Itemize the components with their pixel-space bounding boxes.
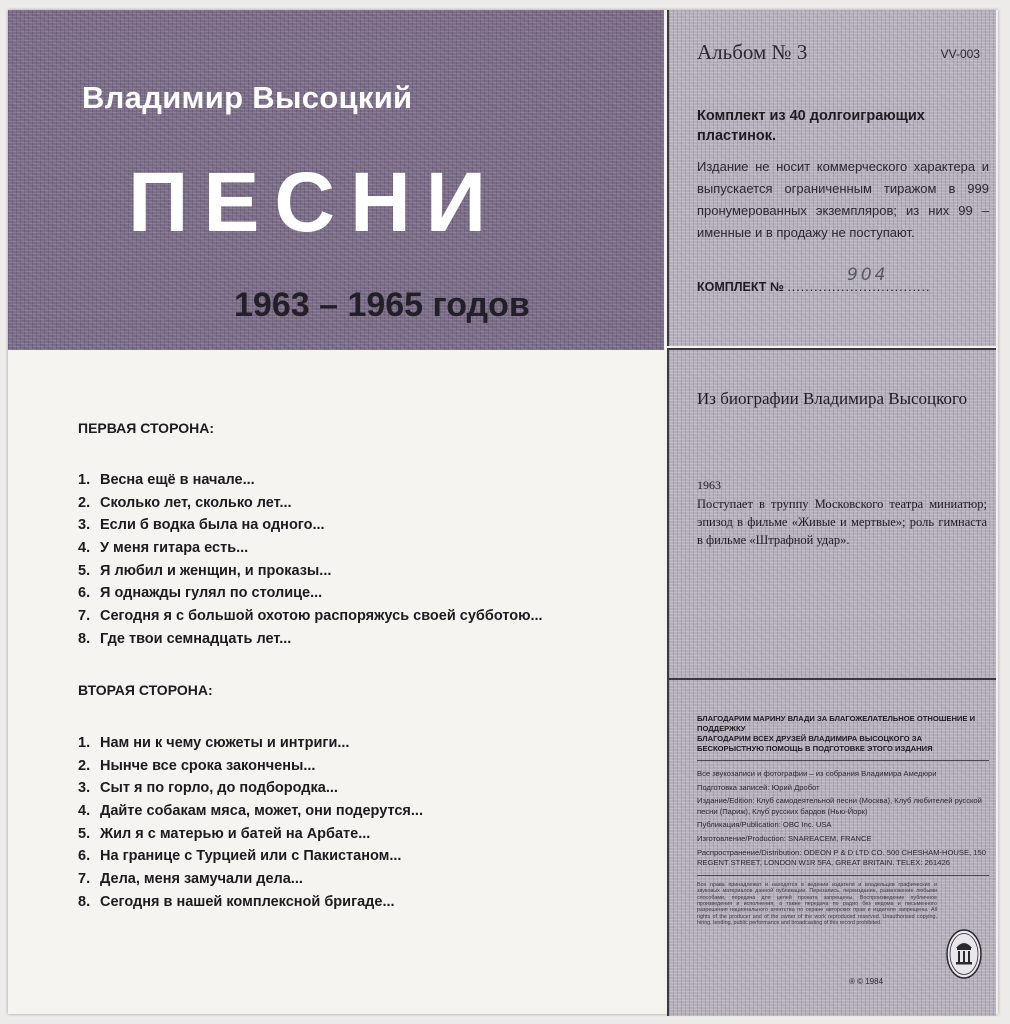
list-item: 4. Дайте собакам мяса, может, они подерутся... [78,803,423,820]
side-two-track-list [78,732,423,914]
info-column [664,10,998,1014]
list-item: 7. Сегодня я с большой охотою распоряжусь своей субботою... [78,608,543,625]
divider [697,875,989,876]
thanks-line-1: БЛАГОДАРИМ МАРИНУ ВЛАДИ ЗА БЛАГОЖЕЛАТЕЛЬНОЕ ОТНОШЕНИЕ И ПОДДЕРЖКУ [697,714,976,733]
album-title: ПЕСНИ [128,155,502,249]
list-item: 5. Жил я с матерью и батей на Арбате... [78,825,371,842]
biography-heading: Из биографии Владимира Высоцкого [697,389,968,408]
list-item: 6. Я однажды гулял по столице... [78,585,323,602]
biography-year: 1963 [697,478,721,492]
credits-block [697,714,989,927]
kit-number-handwritten: 904 [847,265,889,285]
thanks-line-2: БЛАГОДАРИМ ВСЕХ ДРУЗЕЙ ВЛАДИМИРА ВЫСОЦКОГО ЗА БЕСКОРЫСТНУЮ ПОМОЩЬ В ПОДГОТОВКЕ ЭТОГО ИЗДАНИЯ [697,734,933,753]
list-item: 4. У меня гитара есть... [78,540,249,557]
list-item: 3. Если б водка была на одного... [78,517,325,534]
tracklist-panel [8,350,664,1014]
credit-production: Изготовление/Production: SNAREACEM, FRANCE [697,833,872,843]
list-item: 3. Сыт я по горло, до подбородка... [78,780,338,797]
biography-panel [667,348,996,680]
kit-heading: Комплект из 40 долгоиграющих пластинок. [697,108,925,144]
list-item: 2. Сколько лет, сколько лет... [78,494,292,511]
kit-number-dots: ................................ [787,280,931,294]
list-item: 8. Сегодня в нашей комплексной бригаде... [78,893,395,910]
catalog-number: VV-003 [940,47,980,61]
album-info-panel [667,10,996,346]
credit-recordings: Все звукозаписи и фотографии – из собрания Владимира Амедюри [697,769,937,778]
side-two-heading: ВТОРАЯ СТОРОНА: [78,682,213,698]
credit-edition: Издание/Edition: Клуб самодеятельной песни (Москва), Клуб любителей русской песни (Париж), Клуб русских бардов (Нью-Йорк) [697,796,982,816]
copyright-notice: ® © 1984 [849,977,884,986]
list-item: 5. Я любил и женщин, и проказы... [78,562,332,579]
list-item: 6. На границе с Турцией или с Пакистаном... [78,848,402,865]
label-logo-icon [945,928,983,980]
credit-preparation: Подготовка записей: Юрий Дробот [697,782,820,792]
list-item: 7. Дела, меня замучали дела... [78,871,303,888]
list-item: 8. Где твои семнадцать лет... [78,630,292,647]
credit-publication: Публикация/Publication: OBC Inc. USA [697,820,832,830]
title-panel [8,10,664,350]
credits-panel [667,678,996,1016]
divider [697,760,989,761]
kit-number-label: КОМПЛЕКТ № [697,280,784,294]
list-item: 1. Нам ни к чему сюжеты и интриги... [78,735,350,751]
credit-distribution: Распространение/Distribution: ODEON P & D LTD CO. 500 CHESHAM-HOUSE, 150 REGENT STREET, LONDON W1R 5FA, GREAT BRITAIN. TELEX: 261426 [697,847,986,868]
album-number: Альбом № 3 [697,40,808,64]
list-item: 2. Нынче все срока закончены... [78,757,316,774]
album-years: 1963 – 1965 годов [234,286,530,324]
side-one-track-list [78,469,543,651]
list-item: 1. Весна ещё в начале... [78,472,255,488]
artist-name: Владимир Высоцкий [82,80,413,115]
side-one-heading: ПЕРВАЯ СТОРОНА: [78,420,214,436]
fine-print: Все права принадлежат и находятся в ведении издателя и владельцев графических и звуковых материалов данной публикации. Перезапись, переиздание, размножение любыми способами, передача для целей прокатa запрещены. Воспроизведение публичное произведения и исполнения, а также передача по радио без ведома и письменного разрешения национального агентства по охране авторских прав и издателя запрещены. All rights of the producer and of the owner of the work reproduced reserved. Unauthorised copying, hiring, lending, public performance and broadcasting of this record prohibited. [697,881,937,927]
biography-text: Поступает в труппу Московского театра миниатюр; эпизод в фильме «Живые и мертвые»; роль гимнаста в фильме «Штрафной удар». [697,497,987,547]
kit-number-line [697,280,989,294]
record-sleeve-back [8,10,998,1014]
kit-note: Издание не носит коммерческого характера и выпускается ограниченным тиражом в 999 пронумерованных экземпляров; из них 99 – именные и в продажу не поступают. [697,159,989,240]
